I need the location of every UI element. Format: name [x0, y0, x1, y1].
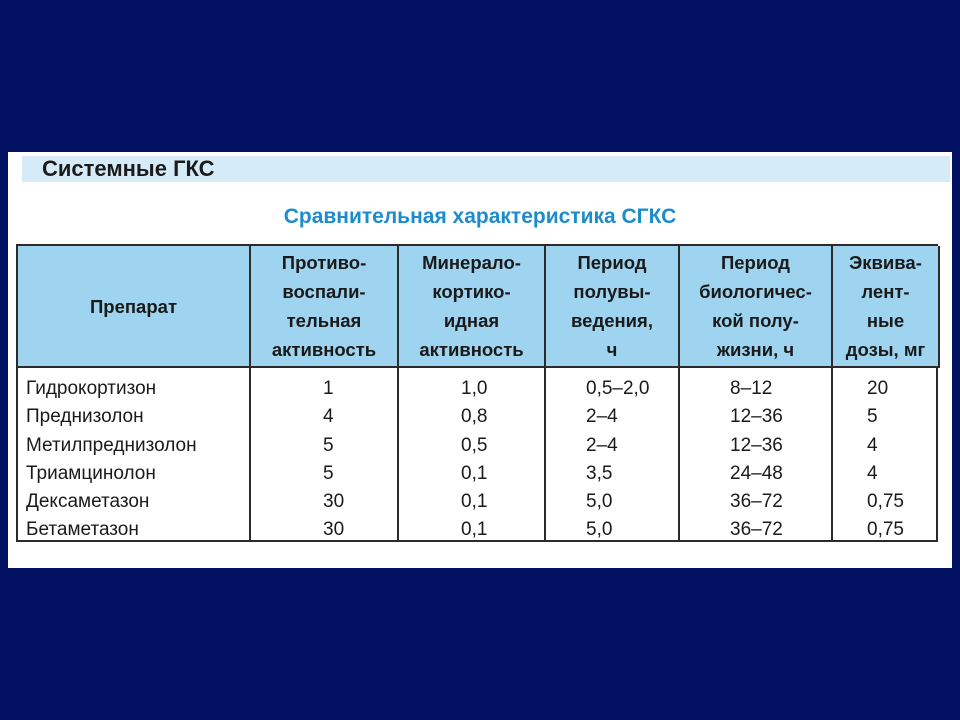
column-half-elimination: [546, 368, 680, 540]
cell-biological-half-life: 12–36: [730, 406, 783, 428]
column-biological-half-life: [680, 368, 833, 540]
cell-equivalent-dose: 5: [867, 406, 878, 428]
cell-anti-inflammatory: 5: [323, 462, 334, 484]
cell-anti-inflammatory: 1: [323, 378, 334, 399]
cell-biological-half-life: 36–72: [730, 519, 783, 541]
cell-mineralocorticoid: 0,1: [461, 462, 488, 484]
cell-mineralocorticoid: 1,0: [461, 378, 488, 399]
column-equivalent-doses: [833, 368, 940, 540]
cell-mineralocorticoid: 0,8: [461, 406, 488, 428]
cell-equivalent-dose: 0,75: [867, 491, 904, 513]
slide-content: [8, 152, 952, 568]
cell-biological-half-life: 8–12: [730, 378, 773, 399]
header-drug: Препарат: [18, 246, 251, 368]
cell-biological-half-life: 24–48: [730, 462, 783, 484]
cell-equivalent-dose: 20: [867, 378, 889, 399]
cell-equivalent-dose: 0,75: [867, 519, 904, 541]
cell-anti-inflammatory: 5: [323, 434, 334, 456]
cell-biological-half-life: 12–36: [730, 434, 783, 456]
cell-half-elimination: 0,5–2,0: [586, 378, 650, 399]
cell-half-elimination: 5,0: [586, 491, 613, 513]
section-title: Системные ГКС: [42, 156, 215, 181]
cell-anti-inflammatory: 4: [323, 406, 334, 428]
cell-half-elimination: 2–4: [586, 434, 618, 456]
cell-half-elimination: 2–4: [586, 406, 618, 428]
comparison-table: [16, 244, 938, 542]
column-anti-inflammatory: [251, 368, 399, 540]
cell-anti-inflammatory: 30: [323, 491, 345, 513]
cell-drug-name: Гидрокортизон: [26, 378, 157, 399]
cell-half-elimination: 5,0: [586, 519, 613, 541]
header-biological-half-life: Период биологичес- кой полу- жизни, ч: [680, 246, 833, 368]
cell-drug-name: Преднизолон: [26, 406, 144, 428]
cell-half-elimination: 3,5: [586, 462, 613, 484]
header-anti-inflammatory: Противо- воспали- тельная активность: [251, 246, 399, 368]
cell-equivalent-dose: 4: [867, 434, 878, 456]
cell-drug-name: Бетаметазон: [26, 519, 139, 541]
cell-drug-name: Триамцинолон: [26, 462, 156, 484]
table-title: Сравнительная характеристика СГКС: [283, 205, 677, 228]
cell-biological-half-life: 36–72: [730, 491, 783, 513]
cell-mineralocorticoid: 0,5: [461, 434, 488, 456]
cell-mineralocorticoid: 0,1: [461, 491, 488, 513]
cell-drug-name: Метилпреднизолон: [26, 434, 197, 456]
cell-mineralocorticoid: 0,1: [461, 519, 488, 541]
header-mineralocorticoid: Минерало- кортико- идная активность: [399, 246, 546, 368]
cell-drug-name: Дексаметазон: [26, 491, 150, 513]
header-half-elimination: Период полувы- ведения, ч: [546, 246, 680, 368]
column-drug-names: [18, 368, 251, 540]
cell-anti-inflammatory: 30: [323, 519, 345, 541]
cell-equivalent-dose: 4: [867, 462, 878, 484]
header-equivalent-doses: Эквива- лент- ные дозы, мг: [833, 246, 940, 368]
column-mineralocorticoid: [399, 368, 546, 540]
